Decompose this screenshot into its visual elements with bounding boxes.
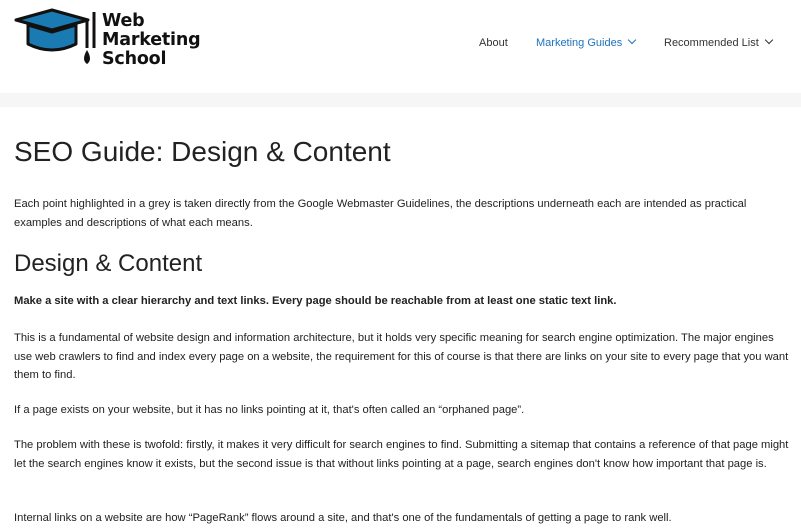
graduation-cap-icon bbox=[14, 8, 98, 78]
logo-wordmark bbox=[102, 12, 200, 69]
logo-line-2: Marketing bbox=[102, 30, 201, 50]
body-paragraph-3: The problem with these is twofold: firstly, it makes it very difficult for search engines to find. Submitting a sitemap that contains a reference of that page might let the search engines know it exists, but the second issue is that without links pointing at a page, search engines don't know how important that page is. bbox=[14, 439, 789, 470]
chevron-down-icon bbox=[765, 36, 773, 44]
body-paragraph-2: If a page exists on your website, but it has no links pointing at it, that's often called an “orphaned page”. bbox=[14, 404, 525, 416]
nav-about[interactable]: About bbox=[479, 37, 508, 49]
body-paragraph-1: This is a fundamental of website design and information architecture, but it holds very specific meaning for search engine optimization. The major engines use web crawlers to find and index every page on a website, the requirement for this of course is that there are links on your site to every page that you want them to find. bbox=[14, 332, 789, 381]
site-logo[interactable] bbox=[14, 8, 214, 78]
chevron-down-icon bbox=[628, 36, 636, 44]
header-divider bbox=[0, 93, 801, 107]
site-header bbox=[0, 0, 801, 92]
logo-line-1: Web bbox=[102, 11, 145, 31]
nav-marketing-guides-label: Marketing Guides bbox=[536, 37, 623, 49]
logo-line-3: School bbox=[102, 49, 167, 69]
section-heading: Design & Content bbox=[14, 250, 203, 277]
nav-recommended-list[interactable] bbox=[664, 37, 772, 49]
nav-recommended-list-label: Recommended List bbox=[664, 37, 759, 49]
body-paragraph-4: Internal links on a website are how “PageRank” flows around a site, and that's one of the fundamentals of getting a page to rank well. bbox=[14, 512, 672, 524]
page-title: SEO Guide: Design & Content bbox=[14, 136, 391, 167]
intro-paragraph: Each point highlighted in a grey is taken directly from the Google Webmaster Guidelines, the descriptions underneath each are intended as practical examples and descriptions of what each means. bbox=[14, 198, 747, 229]
guideline-text: Make a site with a clear hierarchy and text links. Every page should be reachable from at least one static text link. bbox=[14, 295, 617, 307]
nav-marketing-guides[interactable] bbox=[536, 37, 635, 49]
